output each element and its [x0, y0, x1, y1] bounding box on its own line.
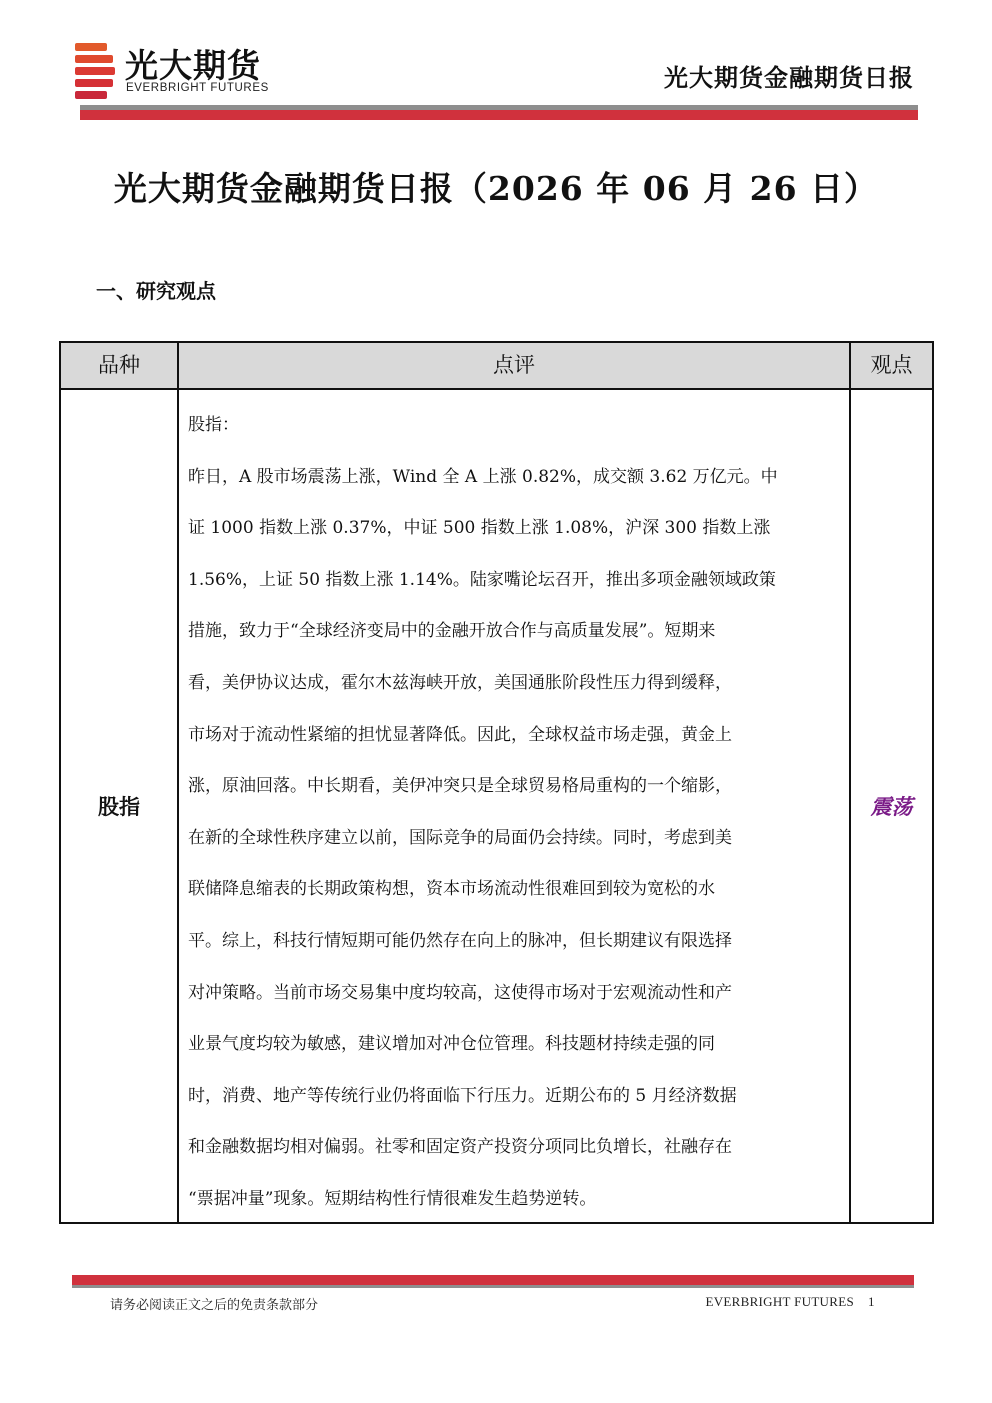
footer-brand: EVERBRIGHT FUTURES [705, 1294, 854, 1309]
comment-line: 昨日，A 股市场震荡上涨，Wind 全 A 上涨 0.82%，成交额 3.62 万亿元。中 [188, 466, 778, 487]
research-table [59, 341, 934, 1224]
page-number: 1 [868, 1294, 875, 1309]
footer-rule-gray [72, 1285, 914, 1288]
section-heading: 一、研究观点 [96, 279, 216, 303]
comment-line: 和金融数据均相对偏弱。社零和固定资产投资分项同比负增长，社融存在 [188, 1137, 732, 1158]
footer-disclaimer: 请务必阅读正文之后的免责条款部分 [110, 1298, 319, 1313]
comment-line: 联储降息缩表的长期政策构想，资本市场流动性很难回到较为宽松的水 [188, 879, 715, 900]
comment-line: 看，美伊协议达成，霍尔木兹海峡开放，美国通胀阶段性压力得到缓释， [188, 672, 732, 693]
column-divider [177, 343, 179, 1222]
variety-label: 股指 [98, 795, 140, 819]
brand-logo [75, 40, 285, 102]
document-title: 光大期货金融期货日报（2026 年 06 月 26 日） [113, 169, 879, 208]
comment-line: 涨，原油回落。中长期看，美伊冲突只是全球贸易格局重构的一个缩影， [188, 776, 732, 797]
header-comment: 点评 [493, 353, 535, 377]
header-rule-red [80, 110, 918, 120]
comment-line: 股指： [188, 415, 239, 435]
row-variety [61, 390, 177, 1222]
logo-mark-icon [75, 43, 115, 99]
comment-line: 市场对于流动性紧缩的担忧显著降低。因此，全球权益市场走强，黄金上 [188, 724, 732, 745]
comment-line: 1.56%，上证 50 指数上涨 1.14%。陆家嘴论坛召开，推出多项金融领域政策 [188, 569, 776, 590]
header-report-name: 光大期货金融期货日报 [664, 64, 914, 92]
row-view [851, 390, 932, 1222]
footer-rule-red [72, 1275, 914, 1285]
header-variety: 品种 [98, 353, 140, 377]
header-view: 观点 [870, 353, 913, 377]
comment-line: 平。综上，科技行情短期可能仍然存在向上的脉冲，但长期建议有限选择 [188, 930, 732, 951]
comment-line: 业景气度均较为敏感，建议增加对冲仓位管理。科技题材持续走强的同 [188, 1034, 715, 1055]
comment-line: 在新的全球性秩序建立以前，国际竞争的局面仍会持续。同时，考虑到美 [188, 827, 732, 848]
comment-line: 对冲策略。当前市场交易集中度均较高，这使得市场对于宏观流动性和产 [188, 982, 732, 1003]
logo-text-cn: 光大期货 [125, 46, 261, 85]
logo-text-en: EVERBRIGHT FUTURES [126, 82, 269, 94]
comment-line: 措施，致力于“全球经济变局中的金融开放合作与高质量发展”。短期来 [188, 621, 716, 642]
comment-line: 证 1000 指数上涨 0.37%，中证 500 指数上涨 1.08%，沪深 300 指数上涨 [188, 518, 771, 539]
comment-line: “票据冲量”现象。短期结构性行情很难发生趋势逆转。 [188, 1188, 597, 1209]
comment-line: 时，消费、地产等传统行业仍将面临下行压力。近期公布的 5 月经济数据 [188, 1085, 737, 1106]
view-label: 震荡 [870, 795, 913, 819]
row-comment [188, 400, 843, 1226]
